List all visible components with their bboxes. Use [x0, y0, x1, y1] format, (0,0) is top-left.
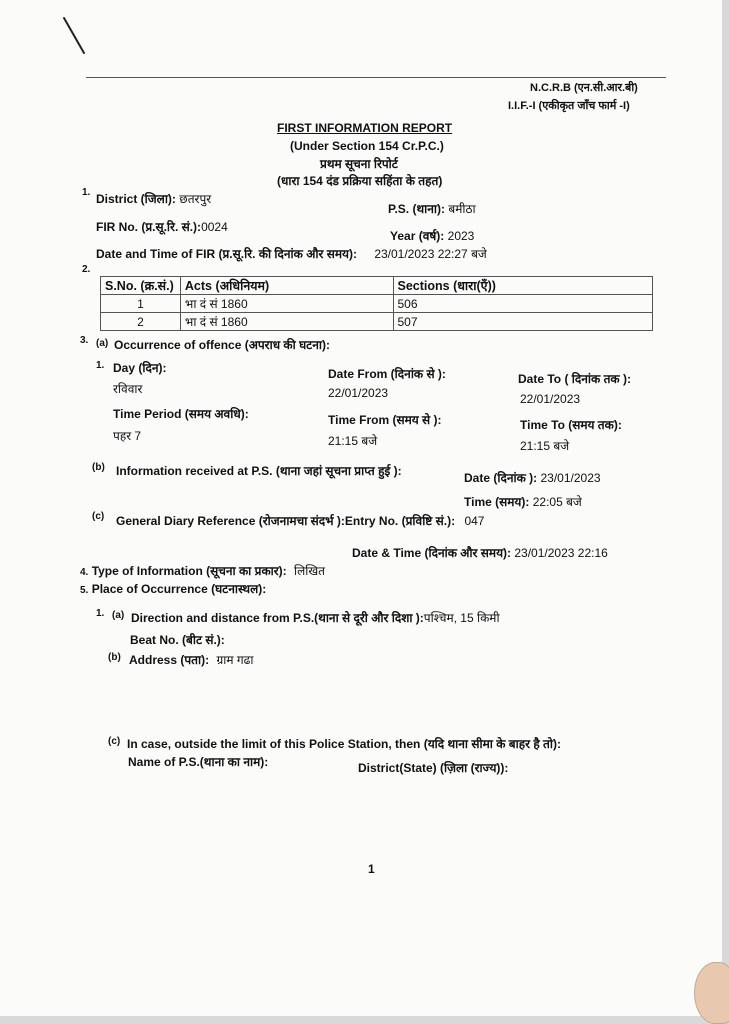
time-from-value: 21:15 बजे: [328, 434, 378, 448]
item-4-number: 4.: [80, 567, 89, 578]
place-row: [80, 580, 266, 597]
place-label: Place of Occurrence (घटनास्थल):: [91, 582, 267, 596]
fir-datetime-row: [96, 245, 487, 262]
time-to-label: Time To (समय तक):: [520, 418, 622, 432]
ps-value: बमीठा: [448, 202, 476, 216]
gd-reference-title: General Diary Reference (रोजनामचा संदर्भ ):: [116, 514, 345, 528]
gd-datetime-row: [352, 544, 608, 561]
table-header-row: [101, 277, 653, 295]
header-rule: [86, 77, 666, 78]
row-sno: 2: [101, 313, 181, 331]
page-number: 1: [368, 862, 375, 876]
thumb-shadow: [694, 962, 729, 1024]
beat-label: Beat No. (बीट सं.):: [130, 633, 225, 647]
outside-ps-label: Name of P.S.(थाना का नाम):: [128, 755, 269, 769]
item-3c-label: (c): [92, 511, 105, 522]
info-received-time-row: [464, 493, 582, 510]
ps-row: [388, 200, 476, 217]
gd-entry-label: Entry No. (प्रविष्टि सं.):: [344, 514, 456, 528]
header-acts: Acts (अधिनियम): [180, 277, 393, 295]
fir-label: FIR No. (प्र.सू.रि. सं.):: [96, 220, 202, 234]
row-sno: 1: [101, 295, 181, 313]
item-5-sub-number: 1.: [96, 608, 105, 619]
table-row: [101, 295, 653, 313]
date-to-label: Date To ( दिनांक तक ):: [518, 372, 631, 386]
report-title: FIRST INFORMATION REPORT: [277, 121, 453, 135]
table-row: [101, 313, 653, 331]
time-to-value: 21:15 बजे: [520, 439, 570, 453]
header-sno: S.No. (क्र.सं.): [101, 277, 181, 295]
gd-datetime-label: Date & Time (दिनांक और समय):: [352, 546, 512, 560]
day-label: Day (दिन):: [113, 361, 167, 375]
info-received-date-value: 23/01/2023: [540, 471, 601, 485]
item-1-number: 1.: [82, 187, 91, 198]
item-5c-label: (c): [108, 736, 121, 747]
gd-entry-value: 047: [464, 514, 485, 528]
ncrb-label: N.C.R.B (एन.सी.आर.बी): [530, 82, 638, 94]
item-5-number: 5.: [80, 585, 89, 596]
info-received-time-value: 22:05 बजे: [532, 495, 582, 509]
address-row: [129, 651, 253, 668]
fir-datetime-value: 23/01/2023 22:27 बजे: [374, 247, 487, 261]
row-act: भा दं सं 1860: [180, 295, 393, 313]
district-label: District (जिला):: [96, 192, 176, 206]
ps-label: P.S. (थाना):: [388, 202, 445, 216]
info-received-date-label: Date (दिनांक ):: [464, 471, 538, 485]
year-value: 2023: [447, 229, 475, 243]
time-from-label: Time From (समय से ):: [328, 413, 442, 427]
date-from-value: 22/01/2023: [328, 386, 389, 400]
time-period-label: Time Period (समय अवधि):: [113, 407, 249, 421]
year-row: [390, 227, 474, 244]
gd-reference-row: [116, 512, 484, 529]
info-type-value: लिखित: [294, 564, 326, 578]
item-5b-label: (b): [108, 652, 121, 663]
report-section: (Under Section 154 Cr.P.C.): [290, 139, 444, 153]
gd-datetime-value: 23/01/2023 22:16: [514, 546, 608, 560]
item-3-sub-number: 1.: [96, 360, 105, 371]
item-5a-label: (a): [112, 610, 125, 621]
report-title-hindi: प्रथम सूचना रिपोर्ट: [320, 157, 398, 171]
direction-label: Direction and distance from P.S.(थाना से दूरी और दिशा ):: [131, 611, 424, 625]
occurrence-title: Occurrence of offence (अपराध की घटना):: [114, 338, 330, 352]
address-label: Address (पता):: [129, 653, 210, 667]
info-received-date-row: [464, 469, 601, 486]
date-to-value: 22/01/2023: [520, 392, 581, 406]
info-type-label: Type of Information (सूचना का प्रकार):: [91, 564, 287, 578]
fir-value: 0024: [201, 220, 228, 234]
direction-value: पश्चिम, 15 किमी: [423, 611, 500, 625]
address-value: ग्राम गढा: [216, 653, 254, 667]
row-act: भा दं सं 1860: [180, 313, 393, 331]
report-section-hindi: (धारा 154 दंड प्रक्रिया सहिंता के तहत): [277, 174, 443, 188]
header-sections: Sections (धारा(एँ)): [393, 277, 653, 295]
outside-district-label: District(State) (ज़िला (राज्य)):: [358, 761, 509, 775]
item-2-number: 2.: [82, 264, 91, 275]
fir-datetime-label: Date and Time of FIR (प्र.सू.रि. की दिनांक और समय):: [96, 247, 357, 261]
item-3b-label: (b): [92, 462, 105, 473]
acts-sections-table: [100, 276, 653, 331]
row-section: 506: [393, 295, 653, 313]
info-type-row: [80, 562, 325, 579]
item-3-number: 3.: [80, 335, 89, 346]
district-value: छतरपुर: [179, 192, 212, 206]
direction-row: [131, 609, 500, 626]
item-3a-label: (a): [96, 338, 109, 349]
outside-limit-text: In case, outside the limit of this Police Station, then (यदि थाना सीमा के बाहर है तो):: [127, 737, 561, 751]
time-period-value: पहर 7: [113, 429, 142, 443]
pen-mark: [60, 15, 90, 57]
district-row: [96, 190, 211, 207]
row-section: 507: [393, 313, 653, 331]
day-value: रविवार: [113, 382, 143, 396]
info-received-time-label: Time (समय):: [464, 495, 530, 509]
year-label: Year (वर्ष):: [390, 229, 445, 243]
fir-row: [96, 218, 228, 235]
info-received-title: Information received at P.S. (थाना जहां सूचना प्राप्त हुई ):: [116, 464, 402, 478]
iif-label: I.I.F.-I (एकीकृत जाँच फार्म -I): [508, 100, 630, 112]
date-from-label: Date From (दिनांक से ):: [328, 367, 446, 381]
